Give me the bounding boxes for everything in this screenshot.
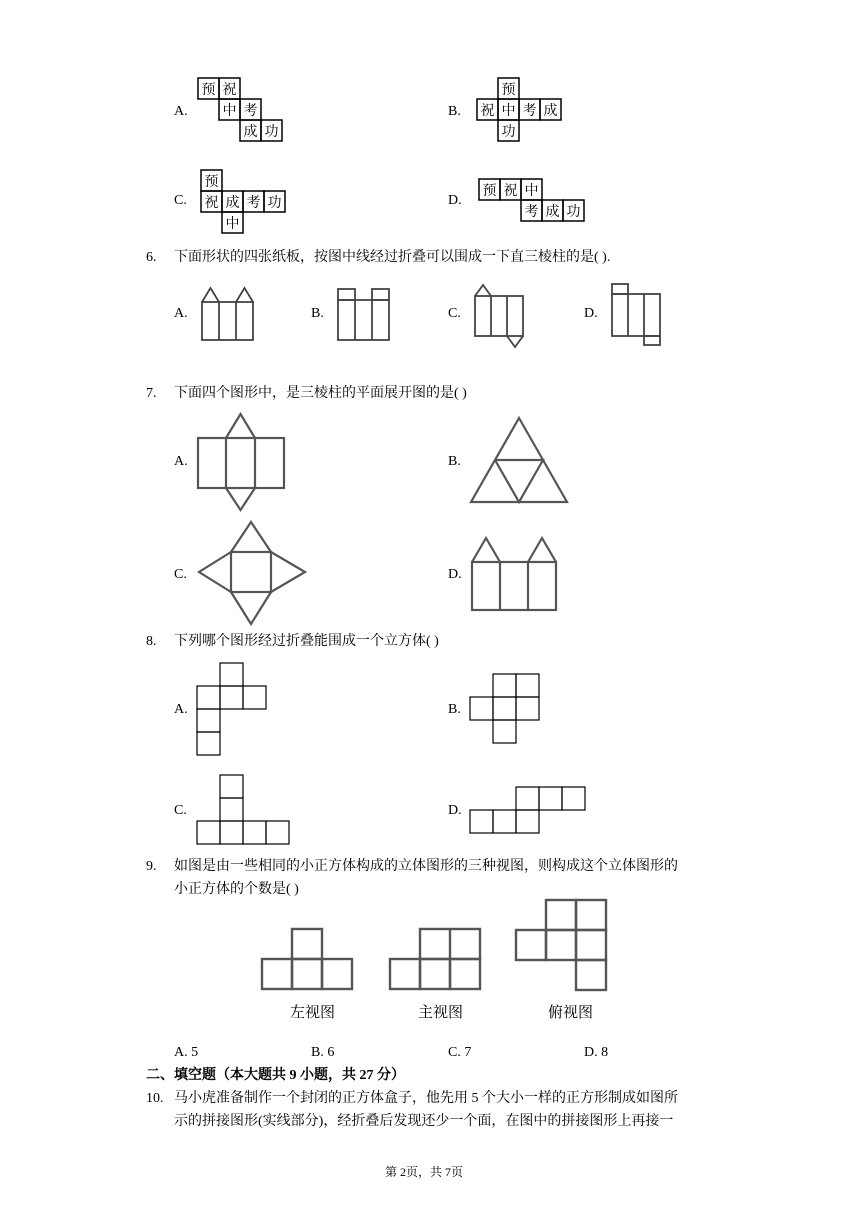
q5a-cell-4: 考: [243, 103, 258, 119]
q9-front-view-label: 主视图: [418, 1003, 464, 1021]
q7-question-text: 下面四个图形中，是三棱柱的平面展开图的是( ): [174, 386, 467, 401]
q9-number: 9.: [146, 859, 157, 874]
q8-option-a-net: [196, 662, 270, 756]
q5c-cell-4: 考: [246, 195, 261, 211]
q5a-cell-2: 祝: [222, 82, 237, 98]
q9-top-view-label: 俯视图: [548, 1003, 594, 1021]
q5c-cell-1: 预: [204, 174, 219, 190]
q9-top-view: [512, 896, 612, 1000]
q9-front-view: [386, 925, 486, 1003]
q5c-cell-3: 成: [225, 195, 240, 211]
q6-option-b-label: B.: [311, 306, 324, 321]
q5d-cell-4: 考: [524, 204, 539, 220]
q5-option-a-label: A.: [174, 104, 188, 119]
q8-option-b-net: [469, 673, 543, 745]
q10-question-line-1: 马小虎准备制作一个封闭的正方体盒子，他先用 5 个大小一样的正方形制成如图所: [174, 1091, 678, 1106]
q5b-cell-4: 考: [522, 103, 537, 119]
q7-option-d-net: [470, 534, 560, 614]
q5-option-d-net: [479, 179, 589, 225]
q8-option-c-label: C.: [174, 803, 187, 818]
q6-number: 6.: [146, 250, 157, 265]
q5d-cell-1: 预: [482, 183, 497, 199]
q6-option-c-label: C.: [448, 306, 461, 321]
q5d-cell-5: 成: [545, 204, 560, 220]
q6-option-d-net: [610, 282, 666, 348]
q5b-cell-6: 功: [501, 124, 516, 140]
q5d-cell-3: 中: [524, 183, 539, 199]
q5a-cell-3: 中: [222, 103, 237, 119]
q5b-cell-1: 预: [501, 82, 516, 98]
q9-option-a: A. 5: [174, 1045, 199, 1060]
q5c-cell-2: 祝: [204, 195, 219, 211]
q7-option-c-net: [197, 518, 309, 628]
q9-left-view: [258, 925, 358, 1003]
q9-option-d: D. 8: [584, 1045, 609, 1060]
q6-option-b-net: [336, 284, 392, 344]
q9-option-b: B. 6: [311, 1045, 335, 1060]
q8-option-c-net: [196, 774, 292, 846]
q6-question-text: 下面形状的四张纸板，按图中线经过折叠可以围成一下直三棱柱的是( ).: [174, 250, 611, 265]
q5a-cell-5: 成: [243, 124, 258, 140]
q5-option-b-net: [477, 78, 567, 146]
page-footer: 第 2页，共 7页: [385, 1165, 464, 1179]
q8-option-d-net: [469, 786, 589, 836]
q6-option-a-net: [200, 284, 256, 344]
q9-option-c: C. 7: [448, 1045, 472, 1060]
q10-question-line-2: 示的拼接图形(实线部分)，经折叠后发现还少一个面，在图中的拼接图形上再接一: [174, 1114, 674, 1129]
q5d-cell-2: 祝: [503, 183, 518, 199]
q5b-cell-5: 成: [543, 103, 558, 119]
q9-question-line-1: 如图是由一些相同的小正方体构成的立体图形的三种视图，则构成这个立体图形的: [174, 859, 678, 874]
q7-option-d-label: D.: [448, 567, 462, 582]
q5a-cell-1: 预: [201, 82, 216, 98]
q5-option-b-label: B.: [448, 104, 461, 119]
q6-option-d-label: D.: [584, 306, 598, 321]
q5-option-c-label: C.: [174, 193, 187, 208]
q5a-cell-6: 功: [264, 124, 279, 140]
q7-number: 7.: [146, 386, 157, 401]
q7-option-a-net: [196, 410, 288, 512]
q5d-cell-6: 功: [566, 204, 581, 220]
q5b-cell-3: 中: [501, 103, 516, 119]
q8-number: 8.: [146, 634, 157, 649]
q5b-cell-2: 祝: [480, 103, 495, 119]
q8-option-b-label: B.: [448, 702, 461, 717]
q8-question-text: 下列哪个图形经过折叠能围成一个立方体( ): [174, 634, 439, 649]
q9-question-line-2: 小正方体的个数是( ): [174, 882, 299, 897]
q5-option-d-label: D.: [448, 193, 462, 208]
q7-option-b-label: B.: [448, 454, 461, 469]
q7-option-a-label: A.: [174, 454, 188, 469]
q7-option-c-label: C.: [174, 567, 187, 582]
q5-option-a-net: [198, 78, 288, 146]
q7-option-b-net: [467, 414, 571, 506]
q5c-cell-5: 功: [267, 195, 282, 211]
q5c-cell-6: 中: [225, 216, 240, 232]
section-2-heading: 二、填空题（本大题共 9 小题，共 27 分）: [146, 1068, 405, 1083]
q10-number: 10.: [146, 1091, 164, 1106]
q6-option-c-net: [473, 282, 529, 350]
q8-option-d-label: D.: [448, 803, 462, 818]
q9-left-view-label: 左视图: [290, 1003, 336, 1021]
q6-option-a-label: A.: [174, 306, 188, 321]
q8-option-a-label: A.: [174, 702, 188, 717]
q5-option-c-net: [201, 170, 291, 238]
